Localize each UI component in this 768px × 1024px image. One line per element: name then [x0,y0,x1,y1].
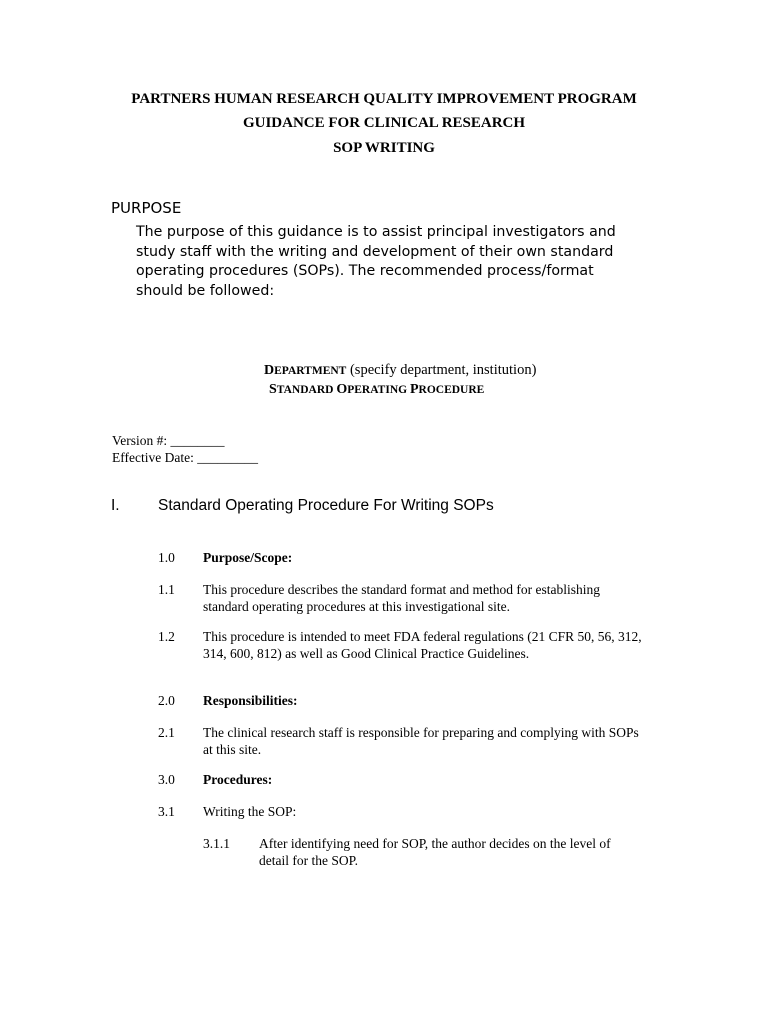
item-line: detail for the SOP. [259,852,358,868]
purpose-line: The purpose of this guidance is to assist principal investigators and [136,224,616,240]
department-label-rest: EPARTMENT [274,365,347,377]
sop-title-part: ROCEDURE [418,384,485,396]
item-heading-purpose-scope: Purpose/Scope: [203,550,293,565]
document-title: SOP WRITING [333,140,435,156]
item-line: The clinical research staff is responsible for preparing and complying with SOPs [203,725,639,740]
program-title: PARTNERS HUMAN RESEARCH QUALITY IMPROVEMENT PROGRAM [131,91,637,107]
item-number: 1.1 [158,582,175,597]
purpose-line: should be followed: [136,282,275,299]
subitem-text [259,836,611,869]
section-title: Standard Operating Procedure For Writing SOPs [158,497,494,514]
item-number: 3.0 [158,772,175,787]
version-field: Version #: ________ [112,433,225,448]
item-number: 1.0 [158,550,175,565]
item-line: After identifying need for SOP, the author decides on the level of [259,836,611,851]
item-line: at this site. [203,741,262,757]
purpose-paragraph [136,223,616,301]
department-label-initial: D [264,363,275,378]
guidance-title: GUIDANCE FOR CLINICAL RESEARCH [242,115,526,131]
department-note: (specify department, institution) [346,362,537,378]
purpose-line: operating procedures (SOPs). The recommended process/format [136,263,594,279]
item-text: Writing the SOP: [203,804,297,819]
item-line: This procedure describes the standard format and method for establishing [203,582,601,597]
section-number: I. [111,497,120,514]
purpose-line: study staff with the writing and development of their own standard [136,243,614,260]
item-text [203,629,642,662]
department-line [264,362,536,379]
effective-date-field: Effective Date: _________ [112,450,258,465]
sop-title-part: TANDARD [276,384,337,396]
item-line: standard operating procedures at this investigational site. [203,598,511,614]
item-heading-responsibilities: Responsibilities: [203,693,298,708]
purpose-heading: PURPOSE [111,199,182,217]
item-number: 2.0 [158,693,175,708]
item-number: 3.1 [158,804,175,819]
item-number: 2.1 [158,725,175,740]
sop-template-title [269,381,484,398]
sop-title-part: P [409,382,419,397]
sop-title-part: S [269,382,277,397]
item-line: This procedure is intended to meet FDA federal regulations (21 CFR 50, 56, 312, [203,629,642,644]
sop-title-part: O [336,382,348,397]
item-text [203,582,600,615]
item-line: 314, 600, 812) as well as Good Clinical Practice Guidelines. [203,645,530,661]
item-number: 1.2 [158,629,175,644]
subitem-number: 3.1.1 [203,836,230,851]
sop-title-part: PERATING [347,384,410,396]
item-heading-procedures: Procedures: [203,772,273,787]
item-text [203,725,639,758]
